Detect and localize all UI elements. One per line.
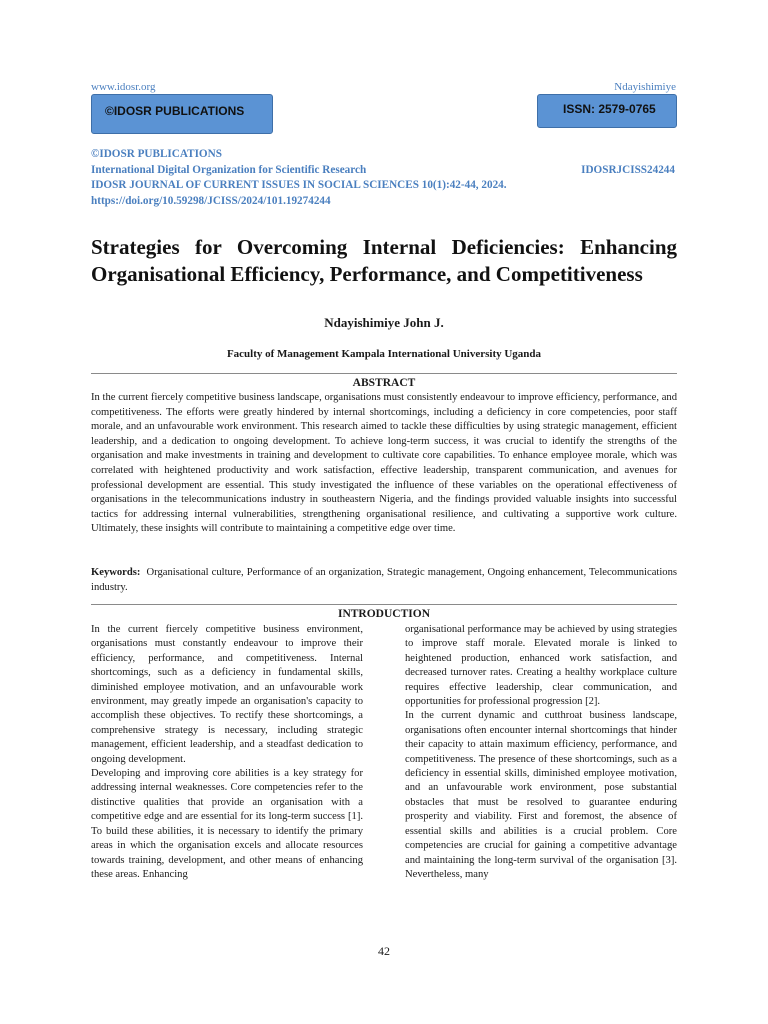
- intro-right-column: [405, 623, 677, 882]
- journal-url[interactable]: www.idosr.org: [91, 81, 156, 93]
- abstract-text: In the current fiercely competitive business landscape, organisations must consistently endeavour to improve efficiency, performance, and competitiveness. The efforts were greatly hindered by internal shortcomings, including a deficiency in core competencies, poor staff morale, and an unfavourable work environment. This research aimed to tackle these difficulties by using strategic management, efficient leadership, and a dedication to ongoing development. To achieve long-term success, it was crucial to identify the strengths of the organisation and make investments in training and development to cultivate core capabilities. To enhance employee morale, which was correlated with heightened productivity and work satisfaction, effective leadership, transparent communication, and avenues for professional development are essential. This study investigated the influence of these variables on the operational effectiveness of organisations in the telecommunications industry in southeastern Nigeria, and the findings provided valuable insights into successful tactics for addressing internal vulnerabilities, strengthening organisational resilience, and cultivating a supportive work culture. Ultimately, these insights will contribute to maintaining a competitive edge over time.: [91, 392, 677, 535]
- page-number: 42: [378, 944, 390, 958]
- publisher-badge: [91, 94, 273, 134]
- abstract-bottom-divider: [91, 604, 677, 605]
- introduction-heading: INTRODUCTION: [337, 608, 430, 620]
- meta-publisher: ©IDOSR PUBLICATIONS: [91, 148, 222, 160]
- intro-paragraph: In the current fiercely competitive business environment, organisations must constantly endeavour to improve their efficiency, performance, and competitiveness. Internal shortcomings, such as a deficiency in fundamental skills, diminished employee motivation, and an unfavourable work environment, may greatly impede an organisation's capacity to accomplish these objectives. To rectify these shortcomings, a comprehensive strategy is necessary, including strategic management, efficient leadership, and a steadfast dedication to ongoing development.: [91, 624, 363, 765]
- meta-journal: IDOSR JOURNAL OF CURRENT ISSUES IN SOCIAL SCIENCES 10(1):42-44, 2024.: [91, 179, 507, 191]
- keywords-label: Keywords:: [91, 567, 141, 578]
- article-author: Ndayishimiye John J.: [324, 315, 444, 330]
- issn-badge-label: ISSN: 2579-0765: [563, 102, 656, 116]
- author-affiliation: Faculty of Management Kampala International University Uganda: [226, 348, 542, 360]
- issn-badge: [537, 94, 677, 128]
- keywords-list: Organisational culture, Performance of an organization, Strategic management, Ongoing enhancement, Telecommunications industry.: [91, 567, 678, 593]
- running-author: Ndayishimiye: [614, 81, 676, 93]
- intro-left-column: [91, 623, 363, 882]
- journal-meta: [91, 147, 677, 209]
- intro-paragraph: Developing and improving core abilities is a key strategy for addressing internal weaknesses. Core competencies refer to the distinctive qualities that provide an organisation with a competitive edge and are essential for its long-term success [1]. To build these abilities, it is necessary to identify the primary areas in which the organisation excels and allocate resources towards training, development, and other means of enhancing these areas. Enhancing: [91, 768, 363, 880]
- meta-article-code: IDOSRJCISS24244: [581, 163, 675, 176]
- meta-organization: International Digital Organization for Scientific Research: [91, 163, 367, 176]
- abstract-top-divider: [91, 373, 677, 374]
- meta-doi-link[interactable]: https://doi.org/10.59298/JCISS/2024/101.19274244: [91, 194, 331, 207]
- publisher-badge-label: ©IDOSR PUBLICATIONS: [105, 104, 245, 118]
- intro-paragraph: In the current dynamic and cutthroat business landscape, organisations often encounter internal shortcomings that hinder their capacity to attain maximum efficiency, performance, and competitiveness. The presence of these shortcomings, such as a deficiency in essential skills, diminished employee motivation, and an unfavourable work environment, pose substantial obstacles that must be resolved to guarantee enduring prosperity and viability. First and foremost, the absence of essential skills and abilities is a crucial problem. Core competencies are crucial for gaining a competitive advantage and maintaining the long-term survival of the organisation [3]. Nevertheless, many: [405, 710, 677, 880]
- article-title: Strategies for Overcoming Internal Deficiencies: Enhancing Organisational Efficiency, Performance, and Competitiveness: [91, 235, 677, 286]
- keywords: [91, 566, 677, 595]
- intro-paragraph: organisational performance may be achieved by using strategies to improve staff morale. Elevated morale is linked to heightened production, enhanced work satisfaction, and decreased turnover rates. Creating a healthy workplace culture requires effective leadership, clear communication, and opportunities for professional progression [2].: [405, 624, 677, 708]
- abstract-heading: ABSTRACT: [352, 377, 416, 389]
